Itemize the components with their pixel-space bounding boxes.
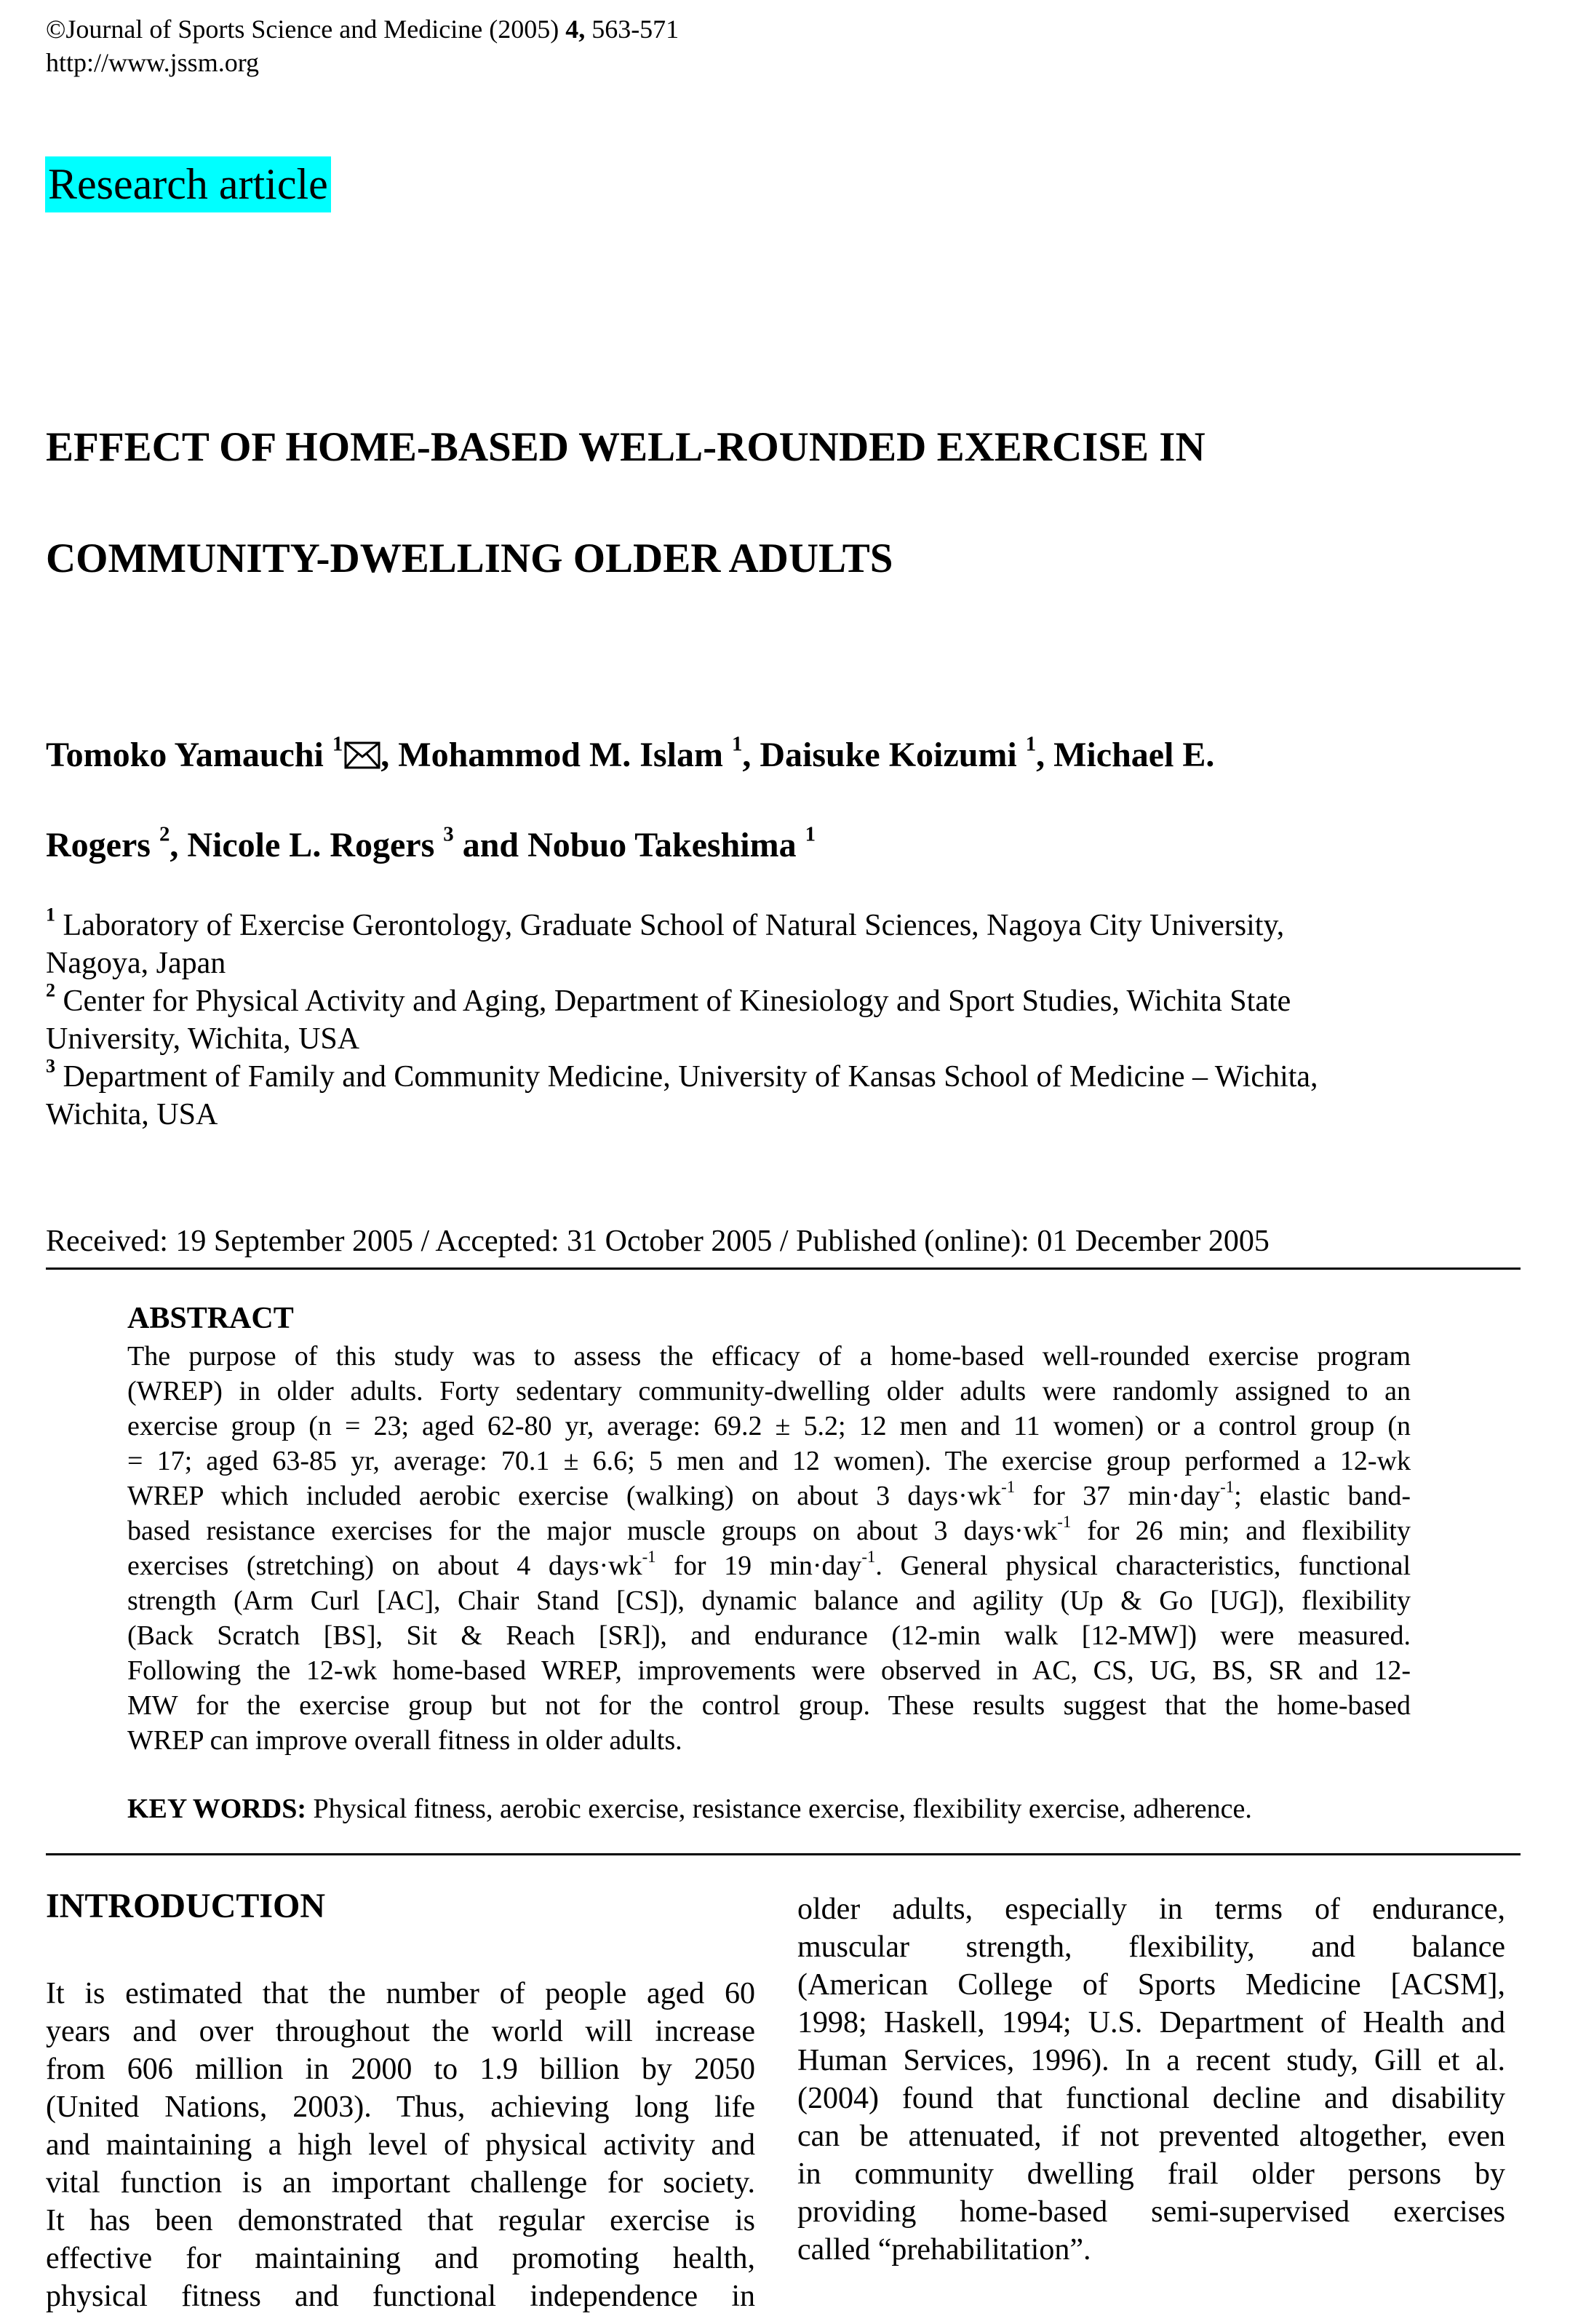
intro-left-line: from 606 million in 2000 to 1.9 billion by 2050 [46, 2053, 755, 2086]
abstract-text: exercises (stretching) on about 4 days·wk [127, 1551, 642, 1581]
title-line-1: EFFECT OF HOME-BASED WELL-ROUNDED EXERCISE IN [46, 424, 1206, 470]
abstract-line [127, 1479, 1411, 1513]
abstract-text: . General physical characteristics, functional [875, 1551, 1411, 1581]
publication-dates: Received: 19 September 2005 / Accepted: 31 October 2005 / Published (online): 01 December 2005 [46, 1225, 1270, 1258]
affiliation-line: Wichita, USA [46, 1098, 218, 1131]
exponent: -1 [1220, 1477, 1235, 1496]
intro-left-line: and maintaining a high level of physical activity and [46, 2128, 755, 2162]
affiliation-line [46, 979, 1291, 1020]
exponent: -1 [1057, 1512, 1072, 1531]
affiliation-number: 2 [46, 979, 56, 1001]
abstract-line: = 17; aged 63-85 yr, average: 70.1 ± 6.6; 5 men and 12 women). The exercise group performed a 12-wk [127, 1446, 1411, 1476]
affiliation-line [46, 904, 1285, 944]
keywords-label: KEY WORDS: [127, 1794, 306, 1824]
intro-right-line: Human Services, 1996). In a recent study, Gill et al. [797, 2044, 1505, 2077]
intro-right-line: providing home-based semi-supervised exercises [797, 2195, 1505, 2229]
abstract-text: for 26 min; and flexibility [1071, 1516, 1411, 1546]
affiliation-marker: 1 [332, 732, 343, 756]
author-line [46, 733, 1214, 777]
journal-url[interactable]: http://www.jssm.org [46, 48, 260, 77]
affiliation-number: 3 [46, 1055, 56, 1077]
intro-right-line: older adults, especially in terms of endurance, [797, 1893, 1505, 1926]
intro-left-line: years and over throughout the world will increase [46, 2015, 755, 2048]
abstract-heading: ABSTRACT [127, 1302, 294, 1335]
keywords [127, 1791, 1252, 1826]
abstract-text: based resistance exercises for the major muscle groups on about 3 days·wk [127, 1516, 1058, 1546]
abstract-line: Following the 12-wk home-based WREP, improvements were observed in AC, CS, UG, BS, SR and 12- [127, 1655, 1411, 1686]
author-name: and Nobuo Takeshima [453, 826, 805, 864]
abstract-line: (WREP) in older adults. Forty sedentary community-dwelling older adults were randomly assigned to an [127, 1376, 1411, 1406]
affiliation-line [46, 1055, 1318, 1096]
divider [46, 1853, 1521, 1855]
journal-citation [46, 13, 679, 45]
exponent: -1 [642, 1547, 656, 1566]
intro-right-line: in community dwelling frail older persons by [797, 2157, 1505, 2191]
journal-name: ©Journal of Sports Science and Medicine (2005) [46, 15, 566, 44]
intro-left-line: It is estimated that the number of people aged 60 [46, 1977, 755, 2010]
author-name: , Michael E. [1036, 736, 1215, 774]
affiliation-text: Center for Physical Activity and Aging, Department of Kinesiology and Sport Studies, Wichita State [55, 984, 1291, 1018]
exponent: -1 [861, 1547, 876, 1566]
intro-right-line: (2004) found that functional decline and disability [797, 2082, 1505, 2115]
abstract-text: WREP which included aerobic exercise (walking) on about 3 days·wk [127, 1481, 1002, 1511]
affiliation-marker: 2 [159, 822, 170, 846]
author-name: , Nicole L. Rogers [170, 826, 444, 864]
affiliation-line: University, Wichita, USA [46, 1022, 360, 1056]
intro-right-line: 1998; Haskell, 1994; U.S. Department of Health and [797, 2006, 1505, 2040]
intro-right-line: can be attenuated, if not prevented altogether, even [797, 2120, 1505, 2153]
abstract-text: for 19 min·day [655, 1551, 862, 1581]
abstract-line: exercise group (n = 23; aged 62-80 yr, average: 69.2 ± 5.2; 12 men and 11 women) or a control group (n [127, 1411, 1411, 1441]
author-name: Tomoko Yamauchi [46, 736, 332, 774]
author-name: , Daisuke Koizumi [742, 736, 1026, 774]
author-name: , Mohammod M. Islam [380, 736, 732, 774]
intro-left-line: effective for maintaining and promoting health, [46, 2242, 755, 2275]
affiliation-marker: 3 [443, 822, 454, 846]
intro-left-line: It has been demonstrated that regular exercise is [46, 2204, 755, 2237]
abstract-line: (Back Scratch [BS], Sit & Reach [SR]), and endurance (12-min walk [12-MW]) were measured. [127, 1620, 1411, 1651]
abstract-text: for 37 min·day [1015, 1481, 1221, 1511]
abstract-line: WREP can improve overall fitness in older adults. [127, 1725, 682, 1756]
affiliation-marker: 1 [731, 732, 743, 756]
abstract-line [127, 1548, 1411, 1583]
divider [46, 1268, 1521, 1270]
intro-right-line: muscular strength, flexibility, and balance [797, 1930, 1505, 1964]
intro-right-line: called “prehabilitation”. [797, 2233, 1091, 2267]
intro-left-line: physical fitness and functional independence in [46, 2280, 755, 2313]
intro-left-line: (United Nations, 2003). Thus, achieving long life [46, 2090, 755, 2124]
intro-left-line: vital function is an important challenge for society. [46, 2166, 755, 2200]
affiliation-marker: 1 [805, 822, 816, 846]
title-line-2: COMMUNITY-DWELLING OLDER ADULTS [46, 536, 893, 581]
abstract-line: MW for the exercise group but not for the control group. These results suggest that the home-based [127, 1690, 1411, 1721]
affiliation-marker: 1 [1025, 732, 1037, 756]
abstract-text: ; elastic band- [1234, 1481, 1411, 1511]
abstract-line: The purpose of this study was to assess the efficacy of a home-based well-rounded exercise program [127, 1341, 1411, 1372]
affiliation-text: Laboratory of Exercise Gerontology, Graduate School of Natural Sciences, Nagoya City University, [55, 909, 1285, 942]
author-line [46, 824, 816, 867]
article-type-label: Research article [45, 156, 331, 212]
section-heading-introduction: INTRODUCTION [46, 1887, 326, 1925]
abstract-line: strength (Arm Curl [AC], Chair Stand [CS]), dynamic balance and agility (Up & Go [UG]), flexibility [127, 1585, 1411, 1616]
exponent: -1 [1001, 1477, 1016, 1496]
intro-right-line: (American College of Sports Medicine [ACSM], [797, 1968, 1505, 2002]
keywords-text: Physical fitness, aerobic exercise, resistance exercise, flexibility exercise, adherence. [306, 1794, 1252, 1824]
affiliation-text: Department of Family and Community Medicine, University of Kansas School of Medicine – Wichita, [55, 1060, 1318, 1094]
journal-volume: 4, [565, 15, 586, 44]
abstract-line [127, 1513, 1411, 1548]
author-name: Rogers [46, 826, 159, 864]
affiliation-line: Nagoya, Japan [46, 947, 226, 980]
affiliation-number: 1 [46, 904, 56, 926]
envelope-icon[interactable] [344, 736, 380, 764]
journal-pages: 563-571 [585, 15, 680, 44]
